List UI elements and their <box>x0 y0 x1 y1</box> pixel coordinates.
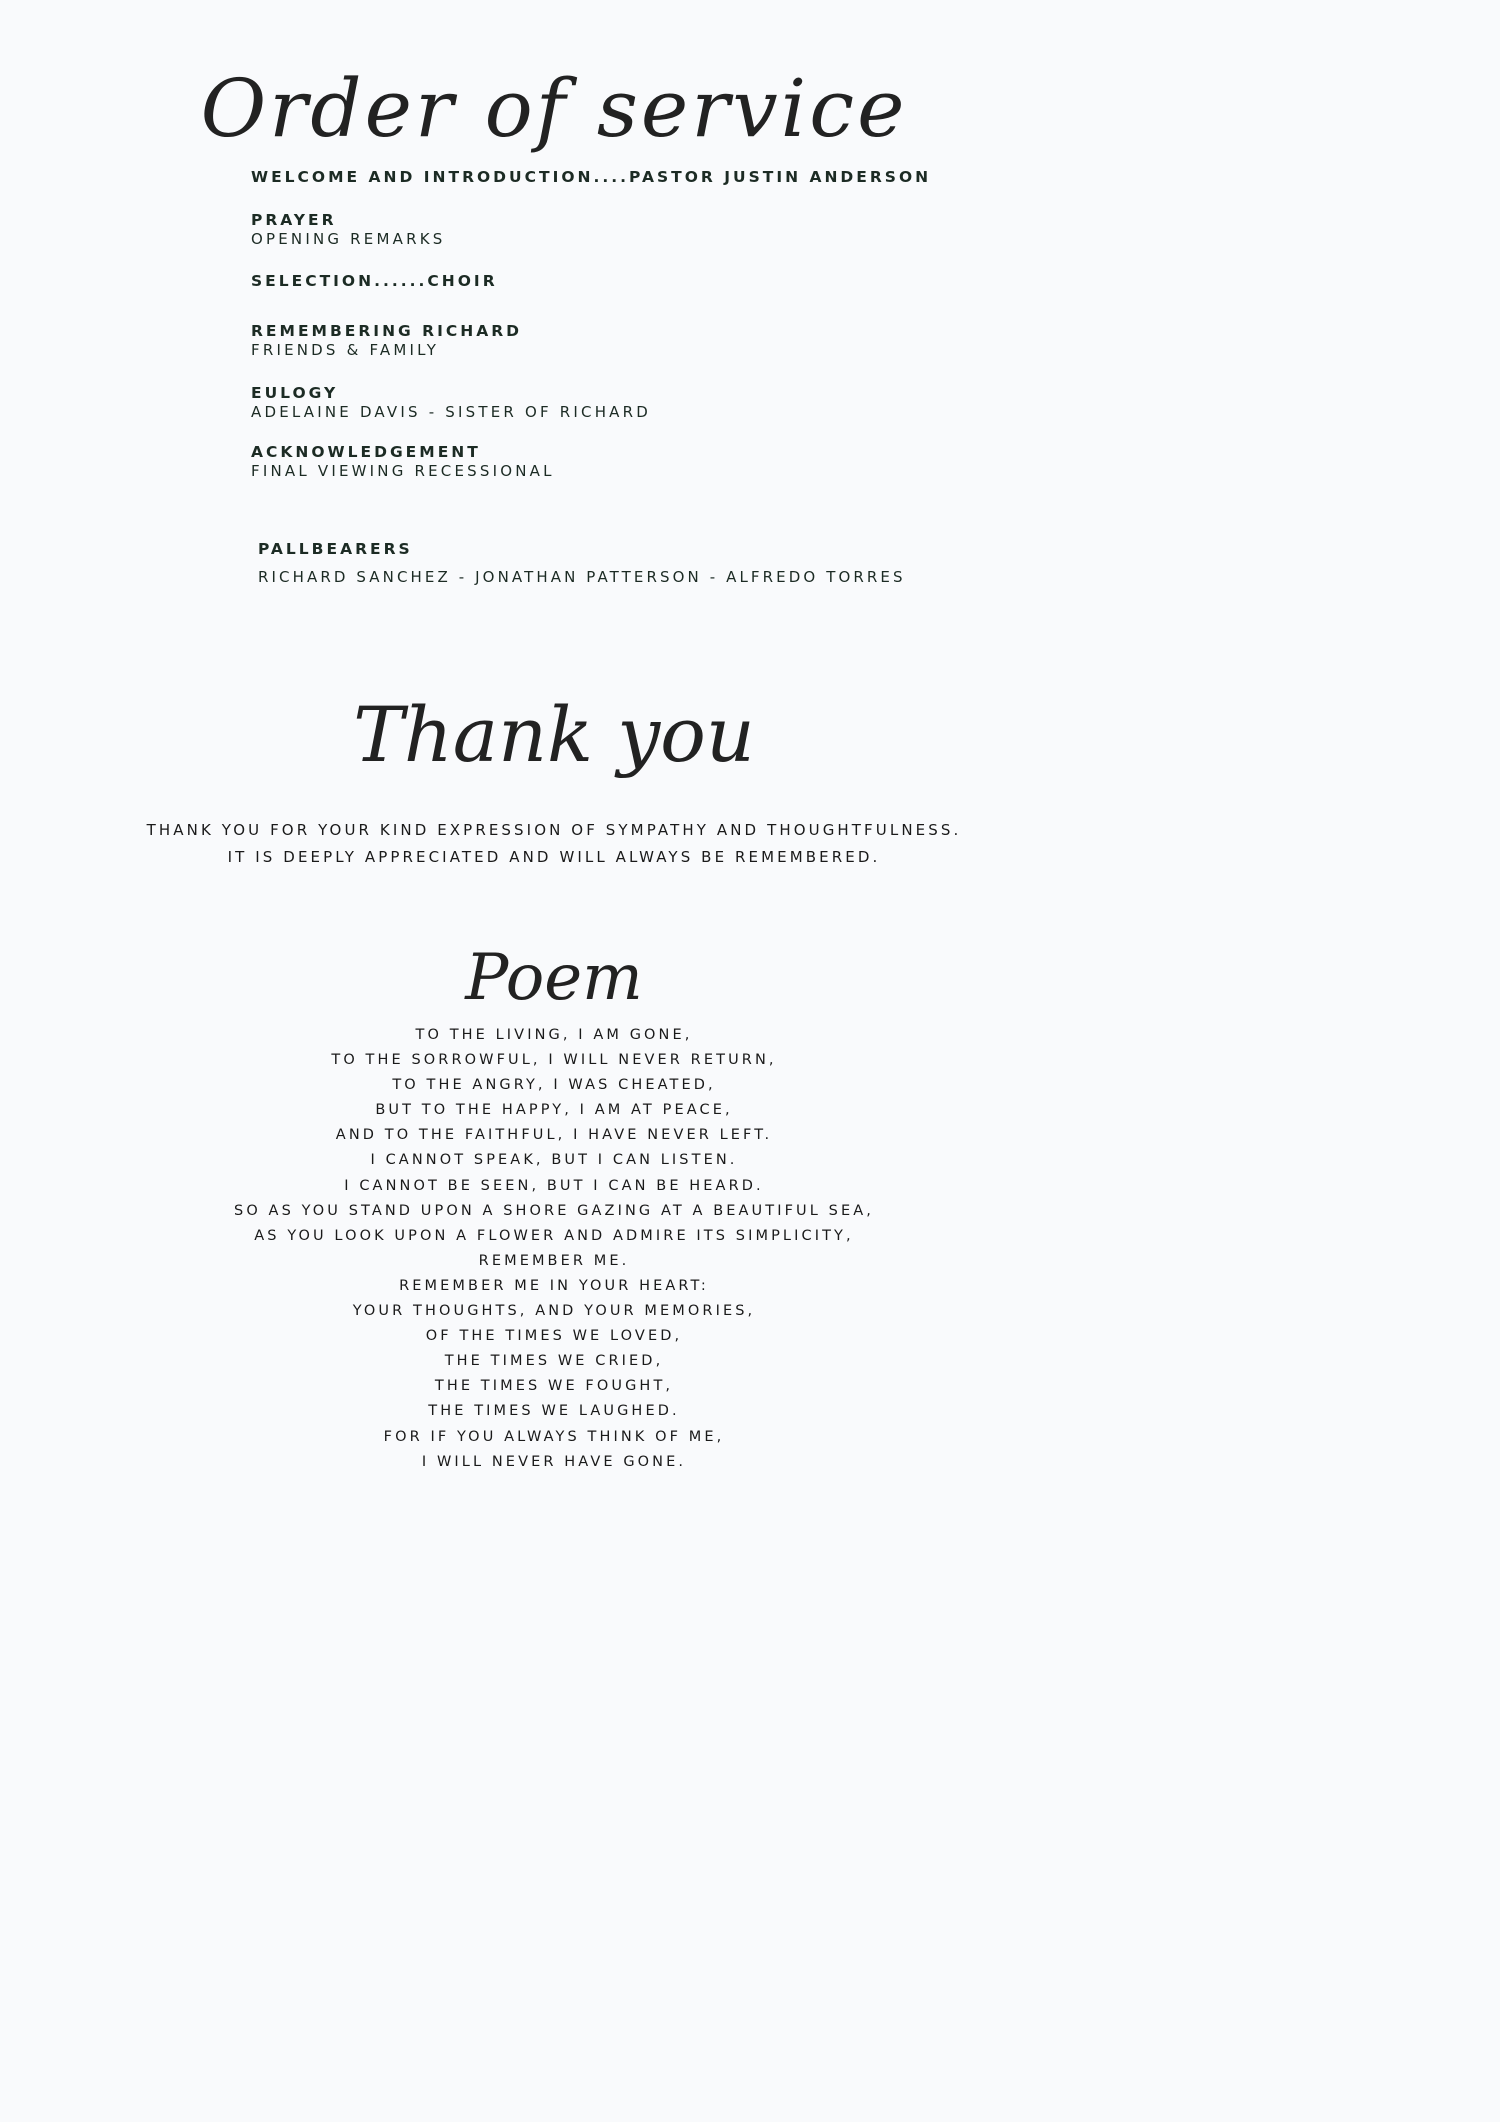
order-of-service-heading: Order of service <box>200 62 908 155</box>
poem-line: TO THE ANGRY, I WAS CHEATED, <box>392 1077 716 1094</box>
poem-line: TO THE SORROWFUL, I WILL NEVER RETURN, <box>331 1052 777 1069</box>
service-item-subtitle: ADELAINE DAVIS - SISTER OF RICHARD <box>251 403 652 421</box>
pallbearers-names: RICHARD SANCHEZ - JONATHAN PATTERSON - ALFREDO TORRES <box>258 568 906 586</box>
poem-line: AND TO THE FAITHFUL, I HAVE NEVER LEFT. <box>335 1127 773 1144</box>
poem-line: I WILL NEVER HAVE GONE. <box>421 1453 687 1470</box>
service-item-subtitle: FINAL VIEWING RECESSIONAL <box>251 462 555 480</box>
service-item-title: PRAYER <box>251 211 337 229</box>
poem-line: BUT TO THE HAPPY, I AM AT PEACE, <box>375 1102 733 1119</box>
thank-you-message <box>0 817 1108 871</box>
service-item-title: WELCOME AND INTRODUCTION....PASTOR JUSTIN ANDERSON <box>251 168 932 186</box>
service-item-title: EULOGY <box>251 384 339 402</box>
thank-you-heading: Thank you <box>353 690 755 779</box>
service-item-acknowledgement <box>251 442 555 481</box>
thank-you-line: IT IS DEEPLY APPRECIATED AND WILL ALWAYS BE REMEMBERED. <box>227 848 881 866</box>
poem-heading: Poem <box>465 941 643 1015</box>
service-item-title: ACKNOWLEDGEMENT <box>251 443 481 461</box>
poem-line: REMEMBER ME. <box>478 1252 630 1269</box>
service-item-title: SELECTION......CHOIR <box>251 272 498 290</box>
service-item-selection <box>251 271 498 291</box>
poem-line: YOUR THOUGHTS, AND YOUR MEMORIES, <box>352 1303 756 1320</box>
poem-line: TO THE LIVING, I AM GONE, <box>415 1027 693 1043</box>
service-item-subtitle: FRIENDS & FAMILY <box>251 341 440 359</box>
poem-line: THE TIMES WE FOUGHT, <box>434 1378 674 1395</box>
poem-line: I CANNOT BE SEEN, BUT I CAN BE HEARD. <box>344 1177 764 1194</box>
pallbearers-title: PALLBEARERS <box>258 540 413 558</box>
poem-line: OF THE TIMES WE LOVED, <box>425 1328 683 1345</box>
poem-line: REMEMBER ME IN YOUR HEART: <box>399 1277 709 1294</box>
service-item-title: REMEMBERING RICHARD <box>251 322 523 340</box>
thank-you-line: THANK YOU FOR YOUR KIND EXPRESSION OF SYMPATHY AND THOUGHTFULNESS. <box>146 821 962 839</box>
pallbearers-section <box>258 539 906 587</box>
poem-line: I CANNOT SPEAK, BUT I CAN LISTEN. <box>370 1152 738 1169</box>
service-item-remembering <box>251 321 522 360</box>
service-item-subtitle: OPENING REMARKS <box>251 230 446 248</box>
poem-line: FOR IF YOU ALWAYS THINK OF ME, <box>383 1428 725 1445</box>
service-item-prayer <box>251 210 445 249</box>
service-item-eulogy <box>251 383 651 422</box>
poem-line: SO AS YOU STAND UPON A SHORE GAZING AT A BEAUTIFUL SEA, <box>234 1202 874 1219</box>
poem-line: AS YOU LOOK UPON A FLOWER AND ADMIRE ITS SIMPLICITY, <box>254 1227 854 1244</box>
poem-line: THE TIMES WE LAUGHED. <box>428 1403 680 1420</box>
poem-line: THE TIMES WE CRIED, <box>444 1353 664 1370</box>
service-item-welcome <box>251 167 931 187</box>
poem-text <box>0 1023 1108 1475</box>
